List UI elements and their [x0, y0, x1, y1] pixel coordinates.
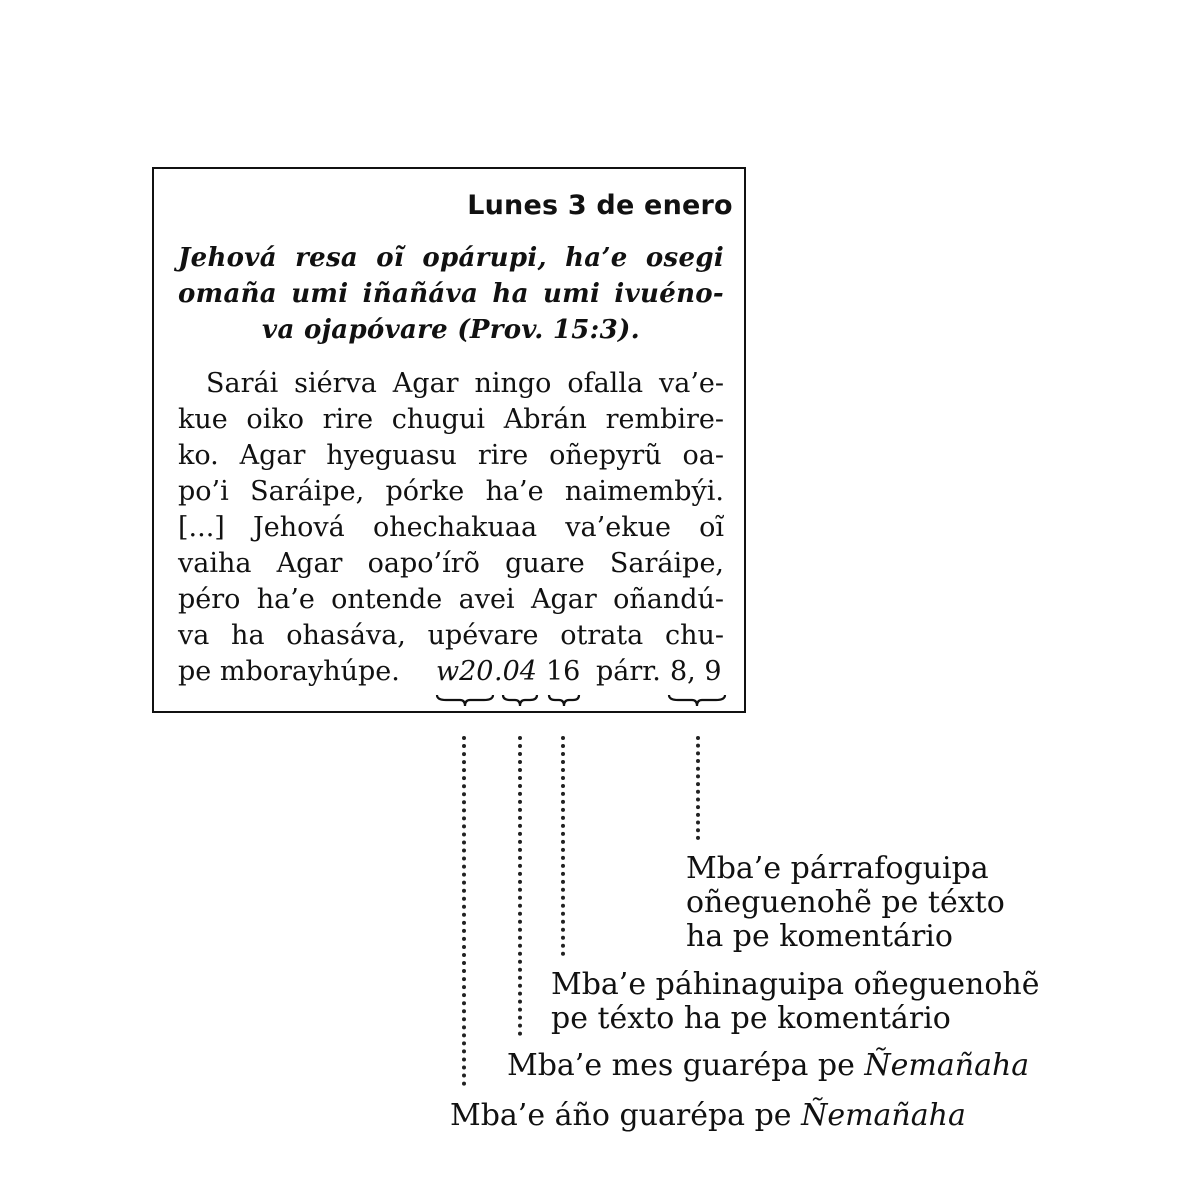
month-caption-magazine: Ñemañaha [864, 1048, 1030, 1083]
year-leader [462, 736, 466, 1086]
paragraph-caption-line: oñeguenohẽ pe téxto [686, 885, 1005, 920]
verse-line: Jehová resa oĩ opárupi, ha’e osegi [178, 243, 724, 273]
ref-year: w20 [436, 656, 494, 687]
year-brace [436, 694, 494, 710]
body-line: va ha ohasáva, upévare otrata chu- [178, 620, 724, 651]
verse-line: va ojapóvare (Prov. 15:3). [262, 315, 640, 345]
body-line: [...] Jehová ohechakuaa va’ekue oĩ [178, 512, 724, 543]
month-caption [507, 1049, 1029, 1083]
body-text-end: pe mborayhúpe. [178, 656, 400, 687]
paragraph-leader [696, 736, 700, 840]
page-caption-line: pe téxto ha pe komentário [551, 1001, 951, 1036]
ref-month: .04 [494, 656, 537, 687]
month-caption-text: Mba’e mes guarépa pe [507, 1048, 865, 1083]
reference-line [178, 654, 724, 690]
paragraph-caption-line: Mba’e párrafoguipa [686, 851, 989, 886]
body-line: Sarái siérva Agar ningo ofalla va’e- [206, 368, 724, 399]
date-heading: Lunes 3 de enero [467, 190, 733, 221]
body-line: péro ha’e ontende avei Agar oñandú- [178, 584, 724, 615]
page-caption-line: Mba’e páhinaguipa oñeguenohẽ [551, 967, 1040, 1002]
body-line: po’i Saráipe, pórke ha’e naimembýi. [178, 476, 724, 507]
page-leader [561, 736, 565, 956]
body-line: vaiha Agar oapo’írõ guare Saráipe, [178, 548, 724, 579]
year-caption-text: Mba’e áño guarépa pe [450, 1098, 802, 1133]
page-brace [548, 694, 580, 710]
ref-paragraphs: 8, 9 [670, 656, 722, 687]
body-line: kue oiko rire chugui Abrán rembire- [178, 404, 724, 435]
year-caption [450, 1099, 966, 1133]
month-brace [502, 694, 538, 710]
body-line: ko. Agar hyeguasu rire oñepyrũ oa- [178, 440, 724, 471]
verse-line: omaña umi iñañáva ha umi ivuéno- [178, 279, 724, 309]
month-leader [518, 736, 522, 1036]
paragraph-caption-line: ha pe komentário [686, 919, 953, 954]
paragraph-brace [668, 694, 726, 710]
ref-parr-label: párr. [596, 656, 661, 687]
year-caption-magazine: Ñemañaha [801, 1098, 966, 1133]
ref-page: 16 [546, 656, 581, 687]
